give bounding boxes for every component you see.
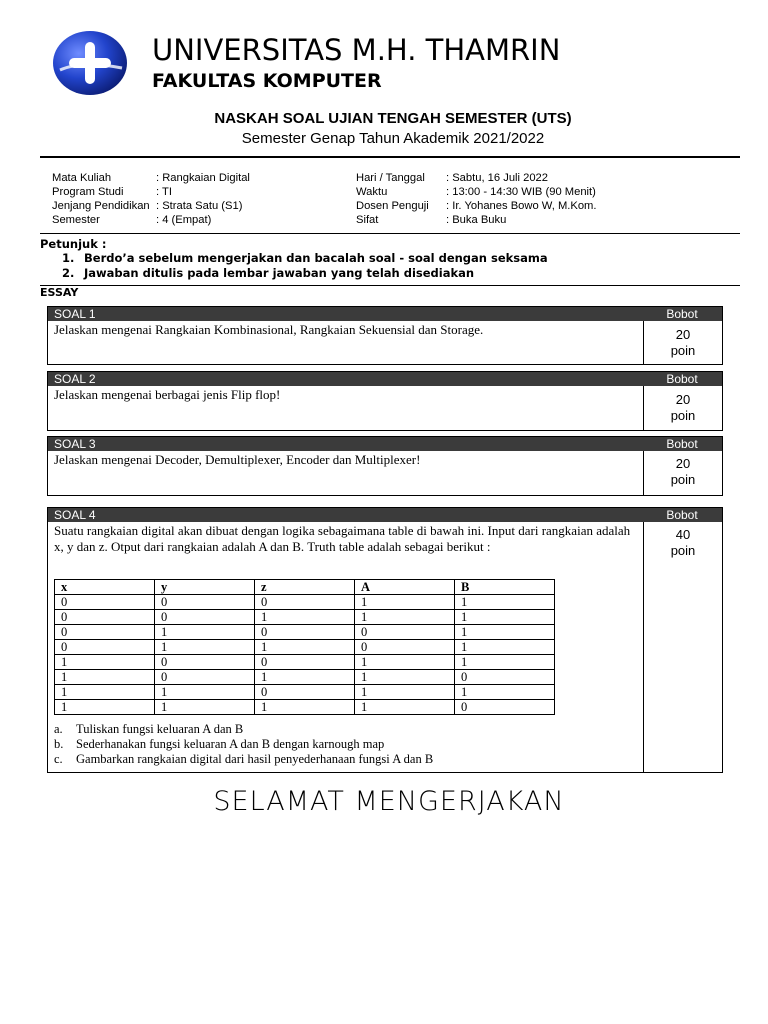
instruction-item bbox=[62, 251, 548, 266]
question-header bbox=[48, 307, 722, 321]
weight-label: Bobot bbox=[666, 508, 698, 522]
points-value: 20 bbox=[675, 327, 691, 342]
info-value: : 4 (Empat) bbox=[156, 213, 212, 226]
table-cell: 0 bbox=[155, 670, 255, 685]
table-row bbox=[55, 625, 555, 640]
instructions-list bbox=[62, 251, 548, 280]
table-cell: 1 bbox=[55, 685, 155, 700]
faculty-name: FAKULTAS KOMPUTER bbox=[152, 70, 382, 92]
instruction-number: 1. bbox=[62, 251, 75, 265]
table-cell: 1 bbox=[255, 610, 355, 625]
table-cell: 1 bbox=[455, 685, 555, 700]
question-label: SOAL 2 bbox=[54, 372, 96, 386]
section-label: ESSAY bbox=[40, 286, 79, 299]
question-2 bbox=[47, 371, 723, 431]
table-cell: 1 bbox=[55, 670, 155, 685]
table-cell: 1 bbox=[355, 670, 455, 685]
question-3 bbox=[47, 436, 723, 496]
table-row bbox=[55, 595, 555, 610]
essay-divider bbox=[40, 285, 740, 286]
info-label: Semester bbox=[52, 213, 100, 226]
sub-question-text: Tuliskan fungsi keluaran A dan B bbox=[76, 722, 244, 736]
university-name: UNIVERSITAS M.H. THAMRIN bbox=[152, 33, 561, 67]
question-text: Jelaskan mengenai Decoder, Demultiplexer, Encoder dan Multiplexer! bbox=[54, 452, 421, 467]
info-value: : Sabtu, 16 Juli 2022 bbox=[446, 172, 549, 184]
question-header bbox=[48, 508, 722, 522]
column-divider bbox=[643, 522, 644, 772]
header-cell: B bbox=[455, 580, 555, 595]
table-cell: 1 bbox=[255, 700, 355, 715]
table-cell: 0 bbox=[255, 625, 355, 640]
weight-label: Bobot bbox=[666, 372, 698, 386]
points-unit: poin bbox=[670, 408, 696, 423]
exam-info bbox=[356, 172, 596, 228]
table-cell: 1 bbox=[255, 670, 355, 685]
question-text: Jelaskan mengenai berbagai jenis Flip flop! bbox=[54, 387, 281, 402]
question-4 bbox=[47, 507, 723, 773]
info-row-level bbox=[52, 200, 250, 214]
question-body bbox=[48, 386, 722, 430]
table-cell: 0 bbox=[255, 685, 355, 700]
question-body bbox=[48, 451, 722, 495]
instruction-text: Berdo’a sebelum mengerjakan dan bacalah soal - soal dengan seksama bbox=[84, 251, 548, 265]
table-cell: 0 bbox=[155, 610, 255, 625]
exam-title: NASKAH SOAL UJIAN TENGAH SEMESTER (UTS) bbox=[214, 110, 572, 127]
info-value: : Strata Satu (S1) bbox=[156, 199, 243, 212]
points-unit: poin bbox=[670, 343, 696, 358]
sub-question-text: Sederhanakan fungsi keluaran A dan B dengan karnough map bbox=[76, 737, 385, 751]
question-body bbox=[48, 321, 722, 364]
header-cell: x bbox=[55, 580, 155, 595]
sub-questions bbox=[54, 722, 433, 767]
info-row-examiner bbox=[356, 200, 596, 214]
table-cell: 1 bbox=[455, 610, 555, 625]
instructions-title: Petunjuk : bbox=[40, 237, 107, 251]
table-cell: 0 bbox=[355, 625, 455, 640]
table-cell: 0 bbox=[255, 595, 355, 610]
header-cell: A bbox=[355, 580, 455, 595]
sub-question-marker: b. bbox=[54, 737, 64, 751]
info-row-course bbox=[52, 172, 250, 186]
table-cell: 1 bbox=[455, 625, 555, 640]
table-row bbox=[55, 685, 555, 700]
info-divider bbox=[40, 233, 740, 234]
sub-question bbox=[54, 722, 433, 737]
table-cell: 1 bbox=[55, 655, 155, 670]
sub-question-text: Gambarkan rangkaian digital dari hasil penyederhanaan fungsi A dan B bbox=[76, 752, 434, 766]
header-cell: z bbox=[255, 580, 355, 595]
question-points bbox=[644, 392, 722, 424]
sub-question bbox=[54, 752, 433, 767]
table-cell: 0 bbox=[155, 655, 255, 670]
question-body bbox=[48, 522, 722, 772]
info-label: Program Studi bbox=[52, 185, 124, 198]
question-header bbox=[48, 437, 722, 451]
question-label: SOAL 4 bbox=[54, 508, 96, 522]
table-cell: 0 bbox=[155, 595, 255, 610]
table-cell: 1 bbox=[455, 640, 555, 655]
info-label: Sifat bbox=[356, 213, 379, 226]
table-cell: 1 bbox=[155, 640, 255, 655]
header-cell: y bbox=[155, 580, 255, 595]
table-row bbox=[55, 610, 555, 625]
info-value: : 13:00 - 14:30 WIB (90 Menit) bbox=[446, 185, 596, 198]
exam-subtitle: Semester Genap Tahun Akademik 2021/2022 bbox=[241, 130, 545, 147]
table-row bbox=[55, 655, 555, 670]
info-row-time bbox=[356, 186, 596, 200]
table-cell: 1 bbox=[55, 700, 155, 715]
points-unit: poin bbox=[670, 472, 696, 487]
info-row-nature bbox=[356, 214, 596, 228]
table-cell: 1 bbox=[255, 640, 355, 655]
table-cell: 1 bbox=[455, 655, 555, 670]
header-divider bbox=[40, 156, 740, 158]
info-value: : TI bbox=[156, 185, 172, 198]
table-cell: 1 bbox=[355, 700, 455, 715]
table-cell: 1 bbox=[155, 625, 255, 640]
question-points bbox=[644, 327, 722, 359]
question-1 bbox=[47, 306, 723, 365]
question-points bbox=[644, 456, 722, 488]
table-cell: 0 bbox=[55, 640, 155, 655]
table-row bbox=[55, 700, 555, 715]
instruction-text: Jawaban ditulis pada lembar jawaban yang telah disediakan bbox=[84, 265, 475, 280]
info-row-program bbox=[52, 186, 250, 200]
table-cell: 0 bbox=[455, 700, 555, 715]
points-value: 40 bbox=[675, 527, 691, 542]
question-header bbox=[48, 372, 722, 386]
instruction-number: 2. bbox=[62, 265, 75, 280]
sub-question bbox=[54, 737, 433, 752]
points-value: 20 bbox=[675, 392, 691, 407]
info-row-semester bbox=[52, 214, 250, 228]
info-value: : Ir. Yohanes Bowo W, M.Kom. bbox=[446, 199, 597, 212]
table-cell: 1 bbox=[155, 685, 255, 700]
table-row bbox=[55, 640, 555, 655]
info-row-date bbox=[356, 172, 596, 186]
truth-table-header bbox=[55, 580, 555, 595]
weight-label: Bobot bbox=[666, 307, 698, 321]
sub-question-marker: c. bbox=[54, 752, 63, 766]
table-cell: 0 bbox=[55, 625, 155, 640]
truth-table bbox=[54, 579, 555, 715]
question-points bbox=[644, 527, 722, 559]
info-value: : Rangkaian Digital bbox=[156, 172, 250, 184]
instruction-item bbox=[62, 266, 548, 281]
table-cell: 1 bbox=[455, 595, 555, 610]
table-cell: 0 bbox=[455, 670, 555, 685]
info-value: : Buka Buku bbox=[446, 213, 507, 226]
table-cell: 1 bbox=[355, 685, 455, 700]
weight-label: Bobot bbox=[666, 437, 698, 451]
question-text: Suatu rangkaian digital akan dibuat dengan logika sebagaimana table di bawah ini. Input dari rangkaian adalah x, y dan z. Otput dari rangkaian adalah A dan B. Truth table adalah sebagai berikut : bbox=[54, 523, 631, 554]
table-cell: 1 bbox=[355, 595, 455, 610]
info-label: Dosen Penguji bbox=[356, 199, 429, 212]
table-cell: 0 bbox=[55, 610, 155, 625]
points-value: 20 bbox=[675, 456, 691, 471]
table-cell: 0 bbox=[355, 640, 455, 655]
question-label: SOAL 1 bbox=[54, 307, 96, 321]
closing-message: SELAMAT MENGERJAKAN bbox=[213, 786, 565, 817]
info-label: Waktu bbox=[356, 185, 388, 198]
table-cell: 0 bbox=[255, 655, 355, 670]
table-cell: 1 bbox=[155, 700, 255, 715]
sub-question-marker: a. bbox=[54, 722, 63, 736]
info-label: Hari / Tanggal bbox=[356, 172, 425, 184]
question-text: Jelaskan mengenai Rangkaian Kombinasional, Rangkaian Sekuensial dan Storage. bbox=[54, 322, 484, 337]
table-cell: 0 bbox=[55, 595, 155, 610]
table-cell: 1 bbox=[355, 655, 455, 670]
points-unit: poin bbox=[670, 543, 696, 558]
table-row bbox=[55, 670, 555, 685]
info-label: Jenjang Pendidikan bbox=[52, 199, 150, 212]
question-label: SOAL 3 bbox=[54, 437, 96, 451]
info-label: Mata Kuliah bbox=[52, 172, 112, 184]
course-info bbox=[52, 172, 250, 228]
university-logo bbox=[52, 30, 128, 96]
table-cell: 1 bbox=[355, 610, 455, 625]
